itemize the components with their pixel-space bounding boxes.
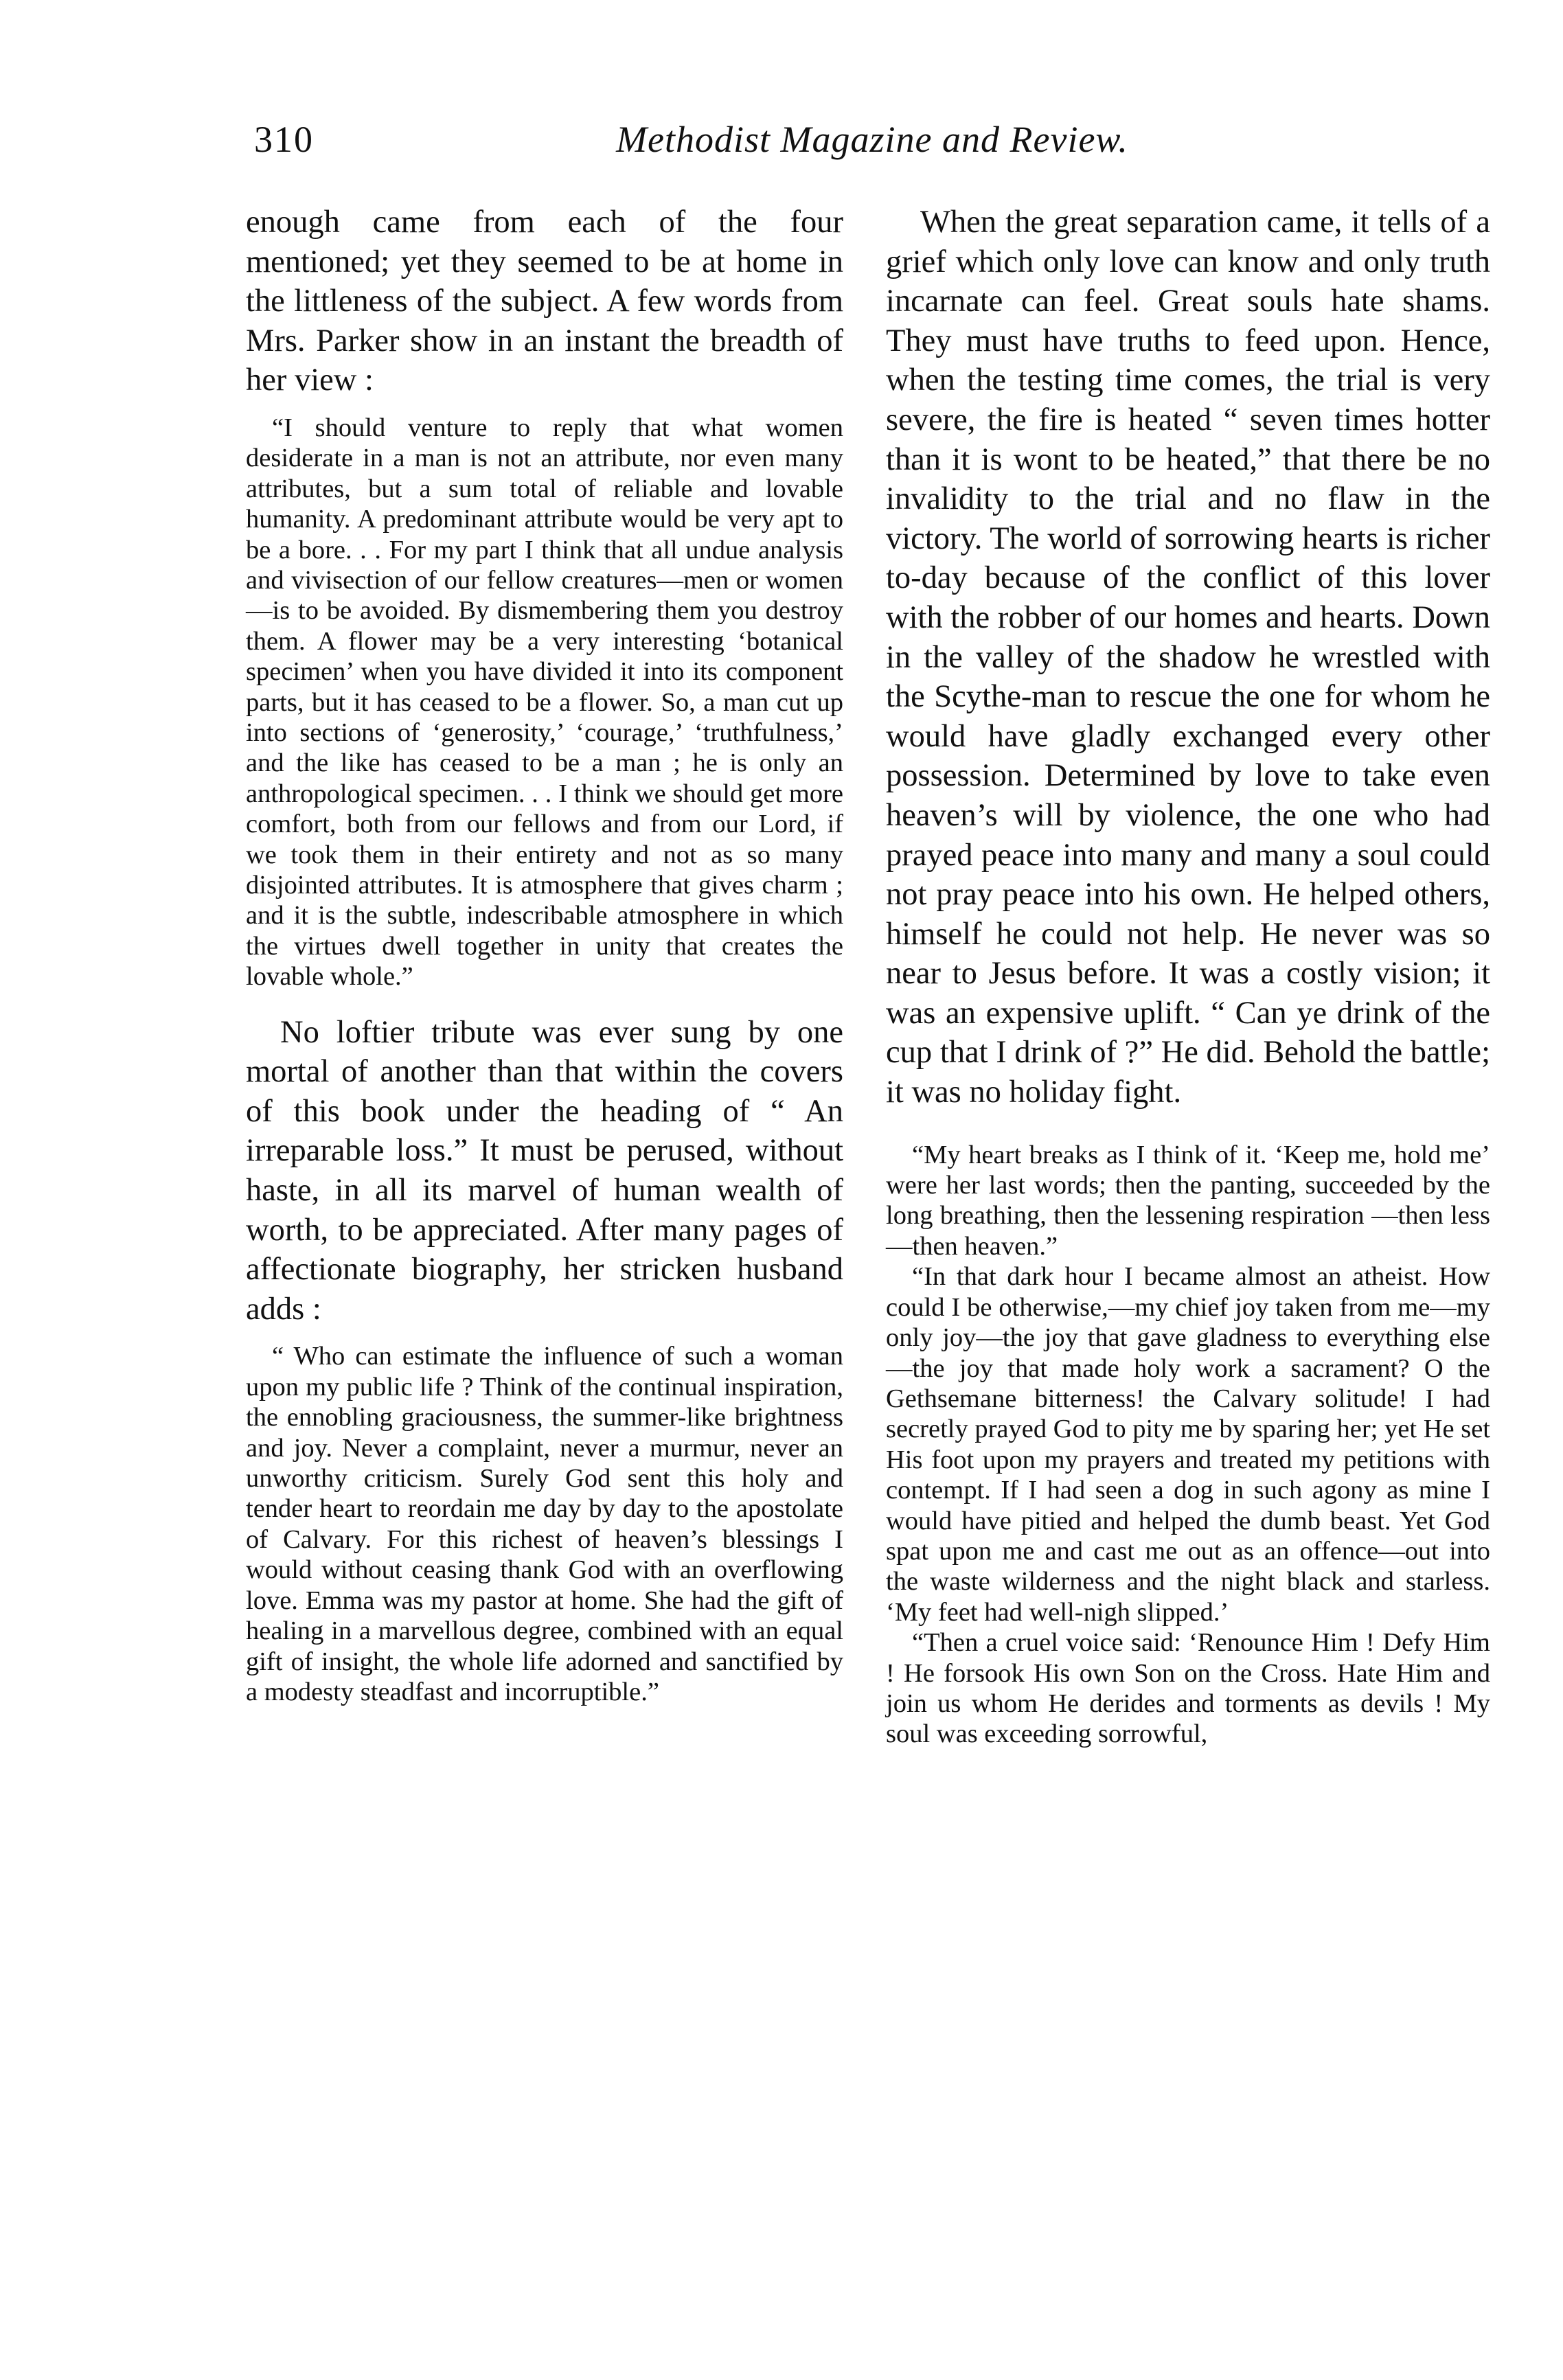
left-paragraph-1: enough came from each of the four mentioned; yet they seemed to be at home in the littleness of the subject. A few words from Mrs. Parker show in an instant the breadth of her view :	[246, 205, 843, 398]
left-quote-2: “ Who can estimate the influence of such a woman upon my public life ? Think of the continual inspiration, the ennobling graciousness, the summer-like brightness and joy. Never a complaint, never a murmur, never an unworthy criticism. Surely God sent this holy and tender heart to reordain me day by day to the apostolate of Calvary. For this richest of heaven’s blessings I would without ceasing thank God with an overflowing love. Emma was my pastor at home. She had the gift of healing in a marvellous degree, combined with an equal gift of insight, the whole life adorned and sanctified by a modesty steadfast and incorruptible.”	[246, 1342, 843, 1706]
running-title: Methodist Magazine and Review.	[616, 119, 1128, 160]
right-quote-2: “In that dark hour I became almost an atheist. How could I be otherwise,—my chief joy taken from me—my only joy—the joy that gave gladness to everything else—the joy that made holy work a sacrament? O the Gethsemane bitterness! the Calvary solitude! I had secretly prayed God to pity me by sparing her; yet He set His foot upon my prayers and treated my petitions with contempt. If I had seen a dog in such agony as mine I would have pitied and helped the dumb beast. Yet God spat upon me and cast me out as an offence—out into the waste wilderness and the night black and starless. ‘My feet had well-nigh slipped.’	[886, 1262, 1490, 1627]
left-column	[246, 203, 843, 1707]
right-paragraph-1: When the great separation came, it tells of a grief which only love can know and only truth incarnate can feel. Great souls hate shams. They must have truths to feed upon. Hence, when the testing time comes, the trial is very severe, the fire is heated “ seven times hotter than it is wont to be heated,” that there be no invalidity to the trial and no flaw in the victory. The world of sorrowing hearts is richer to-day because of the conflict of this lover with the robber of our homes and hearts. Down in the valley of the shadow he wrestled with the Scythe-man to rescue the one for whom he would have gladly exchanged every other possession. Determined by love to take even heaven’s will by violence, the one who had prayed peace into many and many a soul could not pray peace into his own. He helped others, himself he could not help. He never was so near to Jesus before. It was a costly vision; it was an expensive uplift. “ Can ye drink of the cup that I drink of ?” He did. Behold the battle; it was no holiday fight.	[886, 205, 1490, 1110]
page-number: 310	[254, 119, 314, 160]
left-paragraph-2: No loftier tribute was ever sung by one mortal of another than that within the covers of this book under the heading of “ An irreparable loss.” It must be perused, without haste, in all its marvel of human wealth of worth, to be appreciated. After many pages of affectionate biography, her stricken husband adds :	[246, 1014, 843, 1327]
right-column	[886, 203, 1490, 1750]
left-quote-1: “I should venture to reply that what women desiderate in a man is not an attribute, nor even many attributes, but a sum total of reliable and lovable humanity. A predominant attribute would be very apt to be a bore. . . For my part I think that all undue analysis and vivisection of our fellow creatures—men or women—is to be avoided. By dismembering them you destroy them. A flower may be a very interesting ‘botanical specimen’ when you have divided it into its component parts, but it has ceased to be a flower. So, a man cut up into sections of ‘generosity,’ ‘courage,’ ‘truthfulness,’ and the like has ceased to be a man ; he is only an anthropological specimen. . . I think we should get more comfort, both from our fellows and from our Lord, if we took them in their entirety and not as so many disjointed attributes. It is atmosphere that gives charm ; and it is the subtle, indescribable atmosphere in which the virtues dwell together in unity that creates the lovable whole.”	[246, 413, 843, 992]
right-quote-3: “Then a cruel voice said: ‘Renounce Him ! Defy Him ! He forsook His own Son on the Cross. Hate Him and join us whom He derides and torments as devils ! My soul was exceeding sorrowful,	[886, 1628, 1490, 1749]
right-quote-1: “My heart breaks as I think of it. ‘Keep me, hold me’ were her last words; then the panting, succeeded by the long breathing, then the lessening respiration —then less—then heaven.”	[886, 1140, 1490, 1261]
page-header	[254, 118, 1490, 166]
